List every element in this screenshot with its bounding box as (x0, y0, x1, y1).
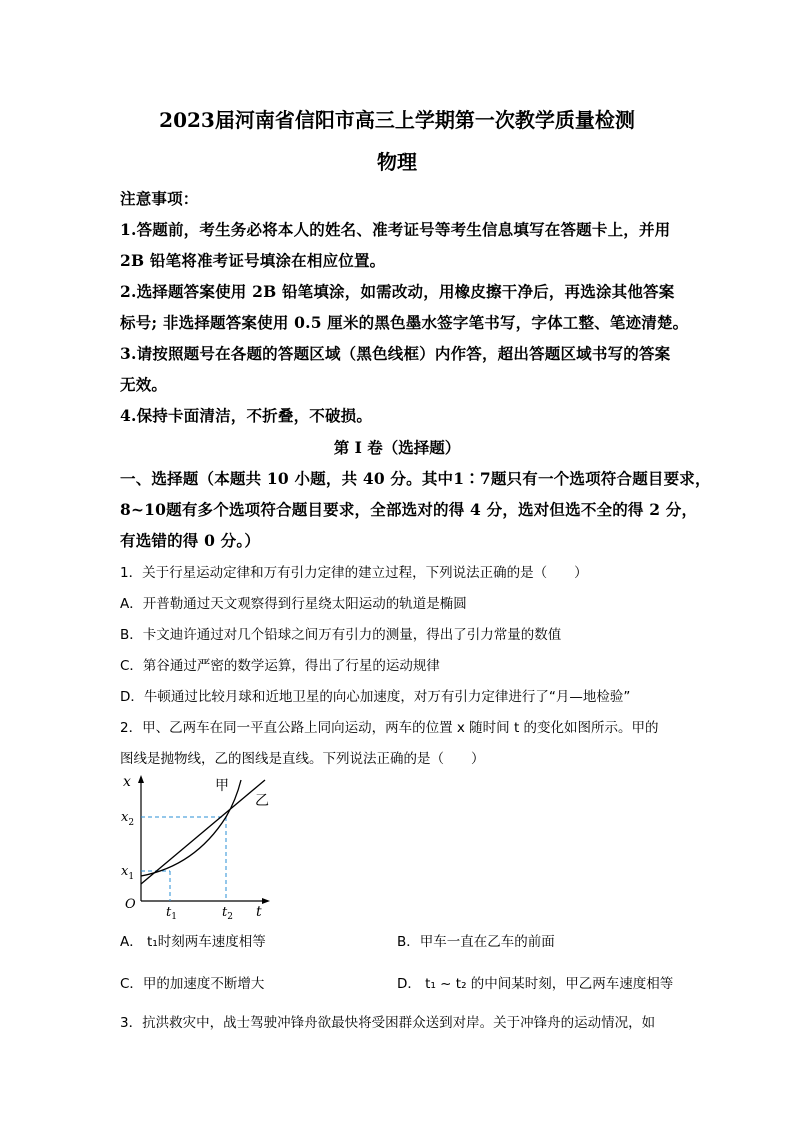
q2-option-b: B．甲车一直在乙车的前面 (397, 934, 555, 950)
q2-option-a: A． t₁时刻两车速度相等 (120, 934, 266, 950)
label-jia: 甲 (215, 778, 229, 794)
q3-stem: 3．抗洪救灾中，战士驾驶冲锋舟欲最快将受困群众送到对岸。关于冲锋舟的运动情况，如 (120, 1015, 656, 1031)
q2-option-c: C．甲的加速度不断增大 (120, 976, 265, 992)
section-title: 第 I 卷（选择题） (333, 438, 461, 457)
notes-heading: 注意事项： (120, 189, 199, 208)
q1-option-d: D．牛顿通过比较月球和近地卫星的向心加速度，对万有引力定律进行了“月—地检验” (120, 689, 631, 705)
t2-label: $t_2$ (222, 905, 233, 920)
x2-label: $x_2$ (121, 810, 135, 828)
xt-graph (115, 770, 285, 920)
label-yi: 乙 (255, 793, 269, 809)
t1-label: $t_1$ (166, 905, 177, 920)
note-line: 3.请按照题号在各题的答题区域（黑色线框）内作答，超出答题区域书写的答案 (120, 344, 671, 363)
line-yi (141, 780, 265, 884)
x1-label: $x_1$ (121, 864, 135, 882)
section-instruction: 有选错的得 0 分。） (120, 531, 261, 550)
section-instruction: 一、选择题（本题共 10 小题，共 40 分。其中1∶7题只有一个选项符合题目要求， (120, 469, 711, 488)
origin-label: O (125, 897, 136, 912)
note-line: 1.答题前，考生务必将本人的姓名、准考证号等考生信息填写在答题卡上，并用 (120, 220, 671, 239)
note-line: 无效。 (120, 375, 168, 394)
q1-option-b: B．卡文迪许通过对几个铅球之间万有引力的测量，得出了引力常量的数值 (120, 627, 562, 643)
q1-option-a: A．开普勒通过天文观察得到行星绕太阳运动的轨道是椭圆 (120, 596, 467, 612)
q2-stem-line: 图线是抛物线，乙的图线是直线。下列说法正确的是（ ） (120, 751, 485, 767)
x-axis-arrow (262, 898, 270, 904)
axis-x-label: t (256, 904, 262, 920)
axis-y-label: x (123, 774, 131, 790)
exam-title: 2023届河南省信阳市高三上学期第一次教学质量检测 (159, 108, 635, 132)
q2-stem-line: 2．甲、乙两车在同一平直公路上同向运动，两车的位置 x 随时间 t 的变化如图所示。甲的 (120, 720, 659, 736)
note-line: 2B 铅笔将准考证号填涂在相应位置。 (120, 251, 386, 270)
note-line: 4.保持卡面清洁，不折叠，不破损。 (120, 406, 373, 425)
y-axis-arrow (138, 775, 144, 783)
subject-title: 物理 (377, 150, 417, 174)
q1-option-c: C．第谷通过严密的数学运算，得出了行星的运动规律 (120, 658, 440, 674)
note-line: 标号; 非选择题答案使用 0.5 厘米的黑色墨水签字笔书写，字体工整、笔迹清楚。 (120, 313, 689, 332)
q1-stem: 1．关于行星运动定律和万有引力定律的建立过程，下列说法正确的是（ ） (120, 565, 588, 581)
q2-option-d: D． t₁ ~ t₂ 的中间某时刻，甲乙两车速度相等 (397, 976, 674, 992)
section-instruction: 8~10题有多个选项符合题目要求，全部选对的得 4 分，选对但选不全的得 2 分， (120, 500, 698, 519)
note-line: 2.选择题答案使用 2B 铅笔填涂，如需改动，用橡皮擦干净后，再选涂其他答案 (120, 282, 675, 301)
